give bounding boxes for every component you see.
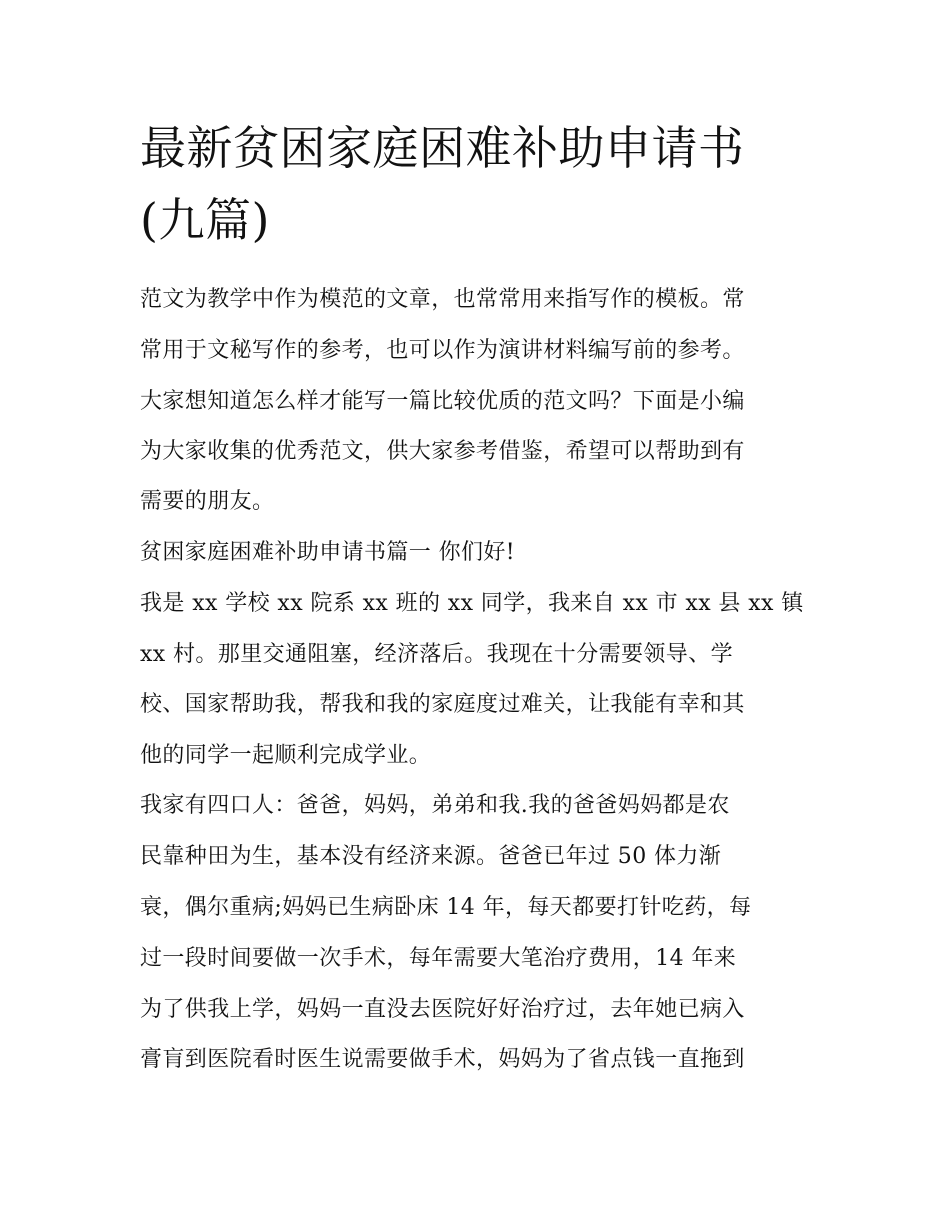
body-line-15: 为了供我上学，妈妈一直没去医院好好治疗过，去年她已病入 bbox=[140, 997, 745, 1022]
body-line-11: 我家有四口人：爸爸，妈妈，弟弟和我.我的爸爸妈妈都是农 bbox=[140, 793, 730, 818]
document-title bbox=[140, 112, 820, 256]
body-line-4: 为大家收集的优秀范文，供大家参考借鉴，希望可以帮助到有 bbox=[140, 439, 745, 464]
body-line-5: 需要的朋友。 bbox=[140, 489, 275, 514]
body-line-10: 他的同学一起顺利完成学业。 bbox=[140, 743, 432, 768]
body-line-3: 大家想知道怎么样才能写一篇比较优质的范文吗？下面是小编 bbox=[140, 389, 745, 414]
body-line-13: 衰，偶尔重病;妈妈已生病卧床 14 年，每天都要打针吃药，每 bbox=[140, 895, 752, 920]
body-line-12: 民靠种田为生，基本没有经济来源。爸爸已年过 50 体力渐 bbox=[140, 844, 722, 869]
section-heading-line: 贫困家庭困难补助申请书篇一 你们好! bbox=[140, 540, 516, 565]
body-line-2: 常用于文秘写作的参考，也可以作为演讲材料编写前的参考。 bbox=[140, 338, 745, 363]
body-line-8: xx 村。那里交通阻塞，经济落后。我现在十分需要领导、学 bbox=[140, 642, 734, 667]
body-line-7: 我是 xx 学校 xx 院系 xx 班的 xx 同学，我来自 xx 市 xx 县 xx 镇 bbox=[140, 591, 804, 616]
body-line-16: 膏肓到医院看时医生说需要做手术，妈妈为了省点钱一直拖到 bbox=[140, 1047, 745, 1072]
body-line-14: 过一段时间要做一次手术，每年需要大笔治疗费用，14 年来 bbox=[140, 946, 737, 971]
body-line-1: 范文为教学中作为模范的文章，也常常用来指写作的模板。常 bbox=[140, 287, 745, 312]
title-line-2: (九篇) bbox=[140, 193, 270, 247]
body-line-9: 校、国家帮助我，帮我和我的家庭度过难关，让我能有幸和其 bbox=[140, 692, 745, 717]
title-line-1: 最新贫困家庭困难补助申请书 bbox=[140, 121, 745, 175]
